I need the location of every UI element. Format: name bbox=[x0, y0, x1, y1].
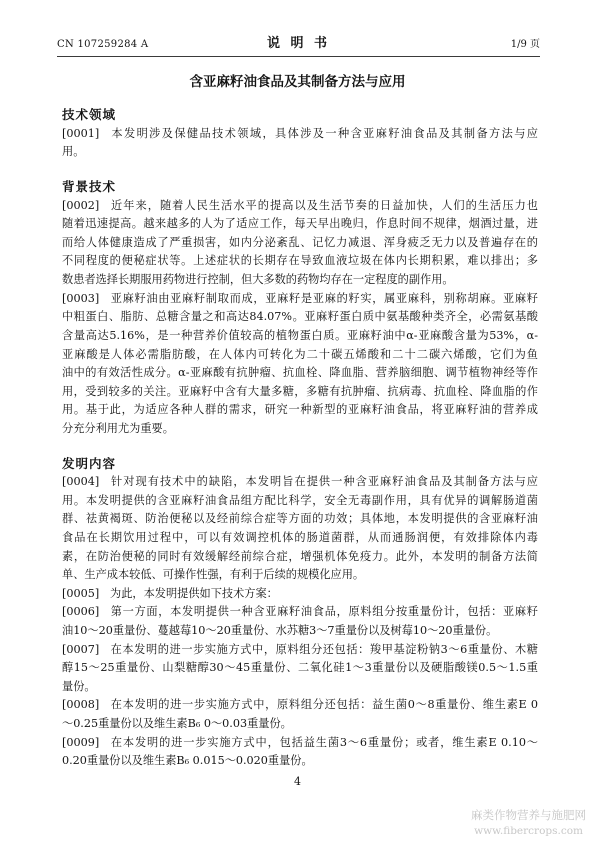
paragraph-text: ～0.25重量份以及维生素B₆ 0～0.03重量份。 bbox=[62, 717, 292, 731]
paragraph-number: [0002] bbox=[62, 198, 100, 212]
paragraph-line bbox=[62, 197, 538, 216]
paragraph bbox=[62, 641, 538, 697]
paragraph-line bbox=[62, 215, 538, 234]
paragraph-line bbox=[62, 641, 538, 660]
paragraph-number: [0005] bbox=[62, 586, 100, 600]
paragraph-line bbox=[62, 529, 538, 548]
paragraph-line bbox=[62, 308, 538, 327]
paragraph-number: [0001] bbox=[62, 126, 100, 140]
paragraph-text: 量份。 bbox=[62, 679, 96, 693]
paragraph-text: 用。 bbox=[62, 145, 85, 159]
paragraph bbox=[62, 290, 538, 439]
paragraph-line bbox=[62, 603, 538, 622]
paragraph-text: 群、祛黄褐斑、防治便秘以及经前综合症等方面的功效；具体地，本发明提供的含亚麻籽油 bbox=[62, 512, 538, 526]
paragraph-line bbox=[62, 659, 538, 678]
paragraph-text: 不同程度的便秘症状等。上述症状的长期存在导致血液垃圾在体内长期积累，难以排出；多 bbox=[62, 254, 538, 268]
section bbox=[62, 106, 538, 162]
paragraph-text: 醇15～25重量份、山梨糖醇30～45重量份、二氧化硅1～3重量份以及硬脂酸镁0.5～1.5重 bbox=[62, 661, 538, 675]
page-header bbox=[57, 38, 540, 52]
paragraph-text: 单、生产成本较低、可操作性强，有利于后续的规模化应用。 bbox=[62, 568, 365, 582]
paragraph bbox=[62, 696, 538, 733]
paragraph-text: 用。本发明提供的含亚麻籽油食品组方配比科学，安全无毒副作用，具有优异的调解肠道菌 bbox=[62, 493, 538, 507]
paragraph-text: 随着迅速提高。越来越多的人为了适应工作，每天早出晚归，作息时间不规律，烟酒过量，进 bbox=[62, 217, 538, 231]
paragraph-line bbox=[62, 696, 538, 715]
paragraph-line bbox=[62, 752, 538, 771]
paragraph-line bbox=[62, 420, 538, 439]
paragraph-line bbox=[62, 715, 538, 734]
page-number: 4 bbox=[294, 775, 301, 788]
paragraph-line bbox=[62, 622, 538, 641]
paragraph bbox=[62, 125, 538, 162]
paragraph-number: [0008] bbox=[62, 698, 100, 712]
paragraph-text: 数患者选择长期服用药物进行控制，但大多数的药物均存在一定程度的副作用。 bbox=[62, 273, 454, 287]
paragraph bbox=[62, 585, 538, 604]
document-title: 含亚麻籽油食品及其制备方法与应用 bbox=[189, 74, 406, 90]
paragraph-text: 近年来，随着人民生活水平的提高以及生活节奏的日益加快，人们的生活压力也 bbox=[110, 198, 538, 212]
section bbox=[62, 455, 538, 771]
paragraph-text: 而给人体健康造成了严重损害，如内分泌紊乱、记忆力减退、浑身疲乏无力以及普遍存在的 bbox=[62, 235, 538, 249]
paragraph-line bbox=[62, 678, 538, 697]
paragraph-line bbox=[62, 734, 538, 753]
paragraph-number: [0003] bbox=[62, 291, 100, 305]
paragraph-text: 在本发明的进一步实施方式中，包括益生菌3～6重量份；或者，维生素E 0.10～ bbox=[110, 735, 538, 749]
header-rule bbox=[57, 56, 540, 57]
paragraph-line bbox=[62, 234, 538, 253]
paragraph-text: 含量高达5.16%，是一种营养价值较高的植物蛋白质。亚麻籽油中α-亚麻酸含量为53%，α- bbox=[62, 328, 538, 342]
paragraph-text: 油10～20重量份、蔓越莓10～20重量份、水苏糖3～7重量份以及树莓10～20重量份。 bbox=[62, 624, 498, 638]
paragraph-text: 食品在长期饮用过程中，可以有效调控机体的肠道菌群，从而通肠润便，有效排除体内毒 bbox=[62, 530, 538, 544]
paragraph-text: 为此，本发明提供如下技术方案： bbox=[110, 586, 278, 600]
paragraph-line bbox=[62, 125, 538, 144]
paragraph-line bbox=[62, 401, 538, 420]
publication-number: CN 107259284 A bbox=[57, 39, 149, 50]
paragraph bbox=[62, 734, 538, 771]
paragraph-number: [0006] bbox=[62, 605, 100, 619]
paragraph-text: 油中的有效活性成分。α-亚麻酸有抗肿瘤、抗血栓、降血脂、营养脑细胞、调节植物神经等作 bbox=[62, 366, 538, 380]
paragraph-line bbox=[62, 585, 538, 604]
paragraph-number: [0007] bbox=[62, 642, 100, 656]
watermark-url: www.fibercrops.com bbox=[474, 825, 583, 837]
paragraph bbox=[62, 197, 538, 290]
paragraph-line bbox=[62, 566, 538, 585]
paragraph-text: 在本发明的进一步实施方式中，原料组分还包括：羧甲基淀粉钠3～6重量份、木糖 bbox=[110, 642, 538, 656]
paragraph-line bbox=[62, 510, 538, 529]
paragraph-line bbox=[62, 492, 538, 511]
watermark-site-name: 麻类作物营养与施肥网 bbox=[471, 808, 586, 822]
section-heading: 背景技术 bbox=[62, 179, 117, 195]
paragraph-text: 素，在防治便秘的同时有效缓解经前综合症，增强机体免疫力。此外，本发明的制备方法简 bbox=[62, 549, 538, 563]
paragraph-number: [0009] bbox=[62, 735, 100, 749]
paragraph-line bbox=[62, 143, 538, 162]
paragraph-text: 亚麻籽油由亚麻籽制取而成，亚麻籽是亚麻的籽实，属亚麻科，别称胡麻。亚麻籽 bbox=[110, 291, 538, 305]
paragraph bbox=[62, 603, 538, 640]
paragraph-line bbox=[62, 364, 538, 383]
paragraph-text: 中粗蛋白、脂肪、总糖含量之和高达84.07%。亚麻籽蛋白质中氨基酸种类齐全，必需氨基酸 bbox=[62, 310, 538, 324]
paragraph-line bbox=[62, 383, 538, 402]
paragraph-line bbox=[62, 252, 538, 271]
section-heading: 技术领域 bbox=[62, 107, 117, 123]
paragraph-number: [0004] bbox=[62, 475, 100, 489]
paragraph-text: 针对现有技术中的缺陷，本发明旨在提供一种含亚麻籽油食品及其制备方法与应 bbox=[110, 475, 538, 489]
section bbox=[62, 178, 538, 439]
paragraph-line bbox=[62, 271, 538, 290]
paragraph-line bbox=[62, 548, 538, 567]
paragraph-text: 本发明涉及保健品技术领域，具体涉及一种含亚麻籽油食品及其制备方法与应 bbox=[110, 126, 538, 140]
paragraph-line bbox=[62, 290, 538, 309]
document-type-label: 说 明 书 bbox=[266, 36, 331, 51]
document-body bbox=[62, 106, 538, 771]
paragraph-text: 分充分利用尤为重要。 bbox=[62, 421, 174, 435]
paragraph bbox=[62, 473, 538, 585]
paragraph-text: 亚麻酸是人体必需脂肪酸，在人体内可转化为二十碳五烯酸和二十二碳六烯酸，它们为鱼 bbox=[62, 347, 538, 361]
paragraph-text: 用，受到较多的关注。亚麻籽中含有大量多糖，多糖有抗肿瘤、抗病毒、抗血栓、降血脂的作 bbox=[62, 384, 538, 398]
paragraph-line bbox=[62, 346, 538, 365]
paragraph-line bbox=[62, 473, 538, 492]
page-indicator: 1/9 页 bbox=[510, 39, 540, 50]
paragraph-text: 在本发明的进一步实施方式中，原料组分还包括：益生菌0～8重量份、维生素E 0 bbox=[110, 698, 538, 712]
paragraph-line bbox=[62, 327, 538, 346]
paragraph-text: 用。基于此，为适应各种人群的需求，研究一种新型的亚麻籽油食品，将亚麻籽油的营养成 bbox=[62, 403, 538, 417]
section-heading: 发明内容 bbox=[62, 455, 117, 471]
paragraph-text: 第一方面，本发明提供一种含亚麻籽油食品，原料组分按重量份计，包括：亚麻籽 bbox=[110, 605, 538, 619]
paragraph-text: 0.20重量份以及维生素B₆ 0.015～0.020重量份。 bbox=[62, 754, 313, 768]
